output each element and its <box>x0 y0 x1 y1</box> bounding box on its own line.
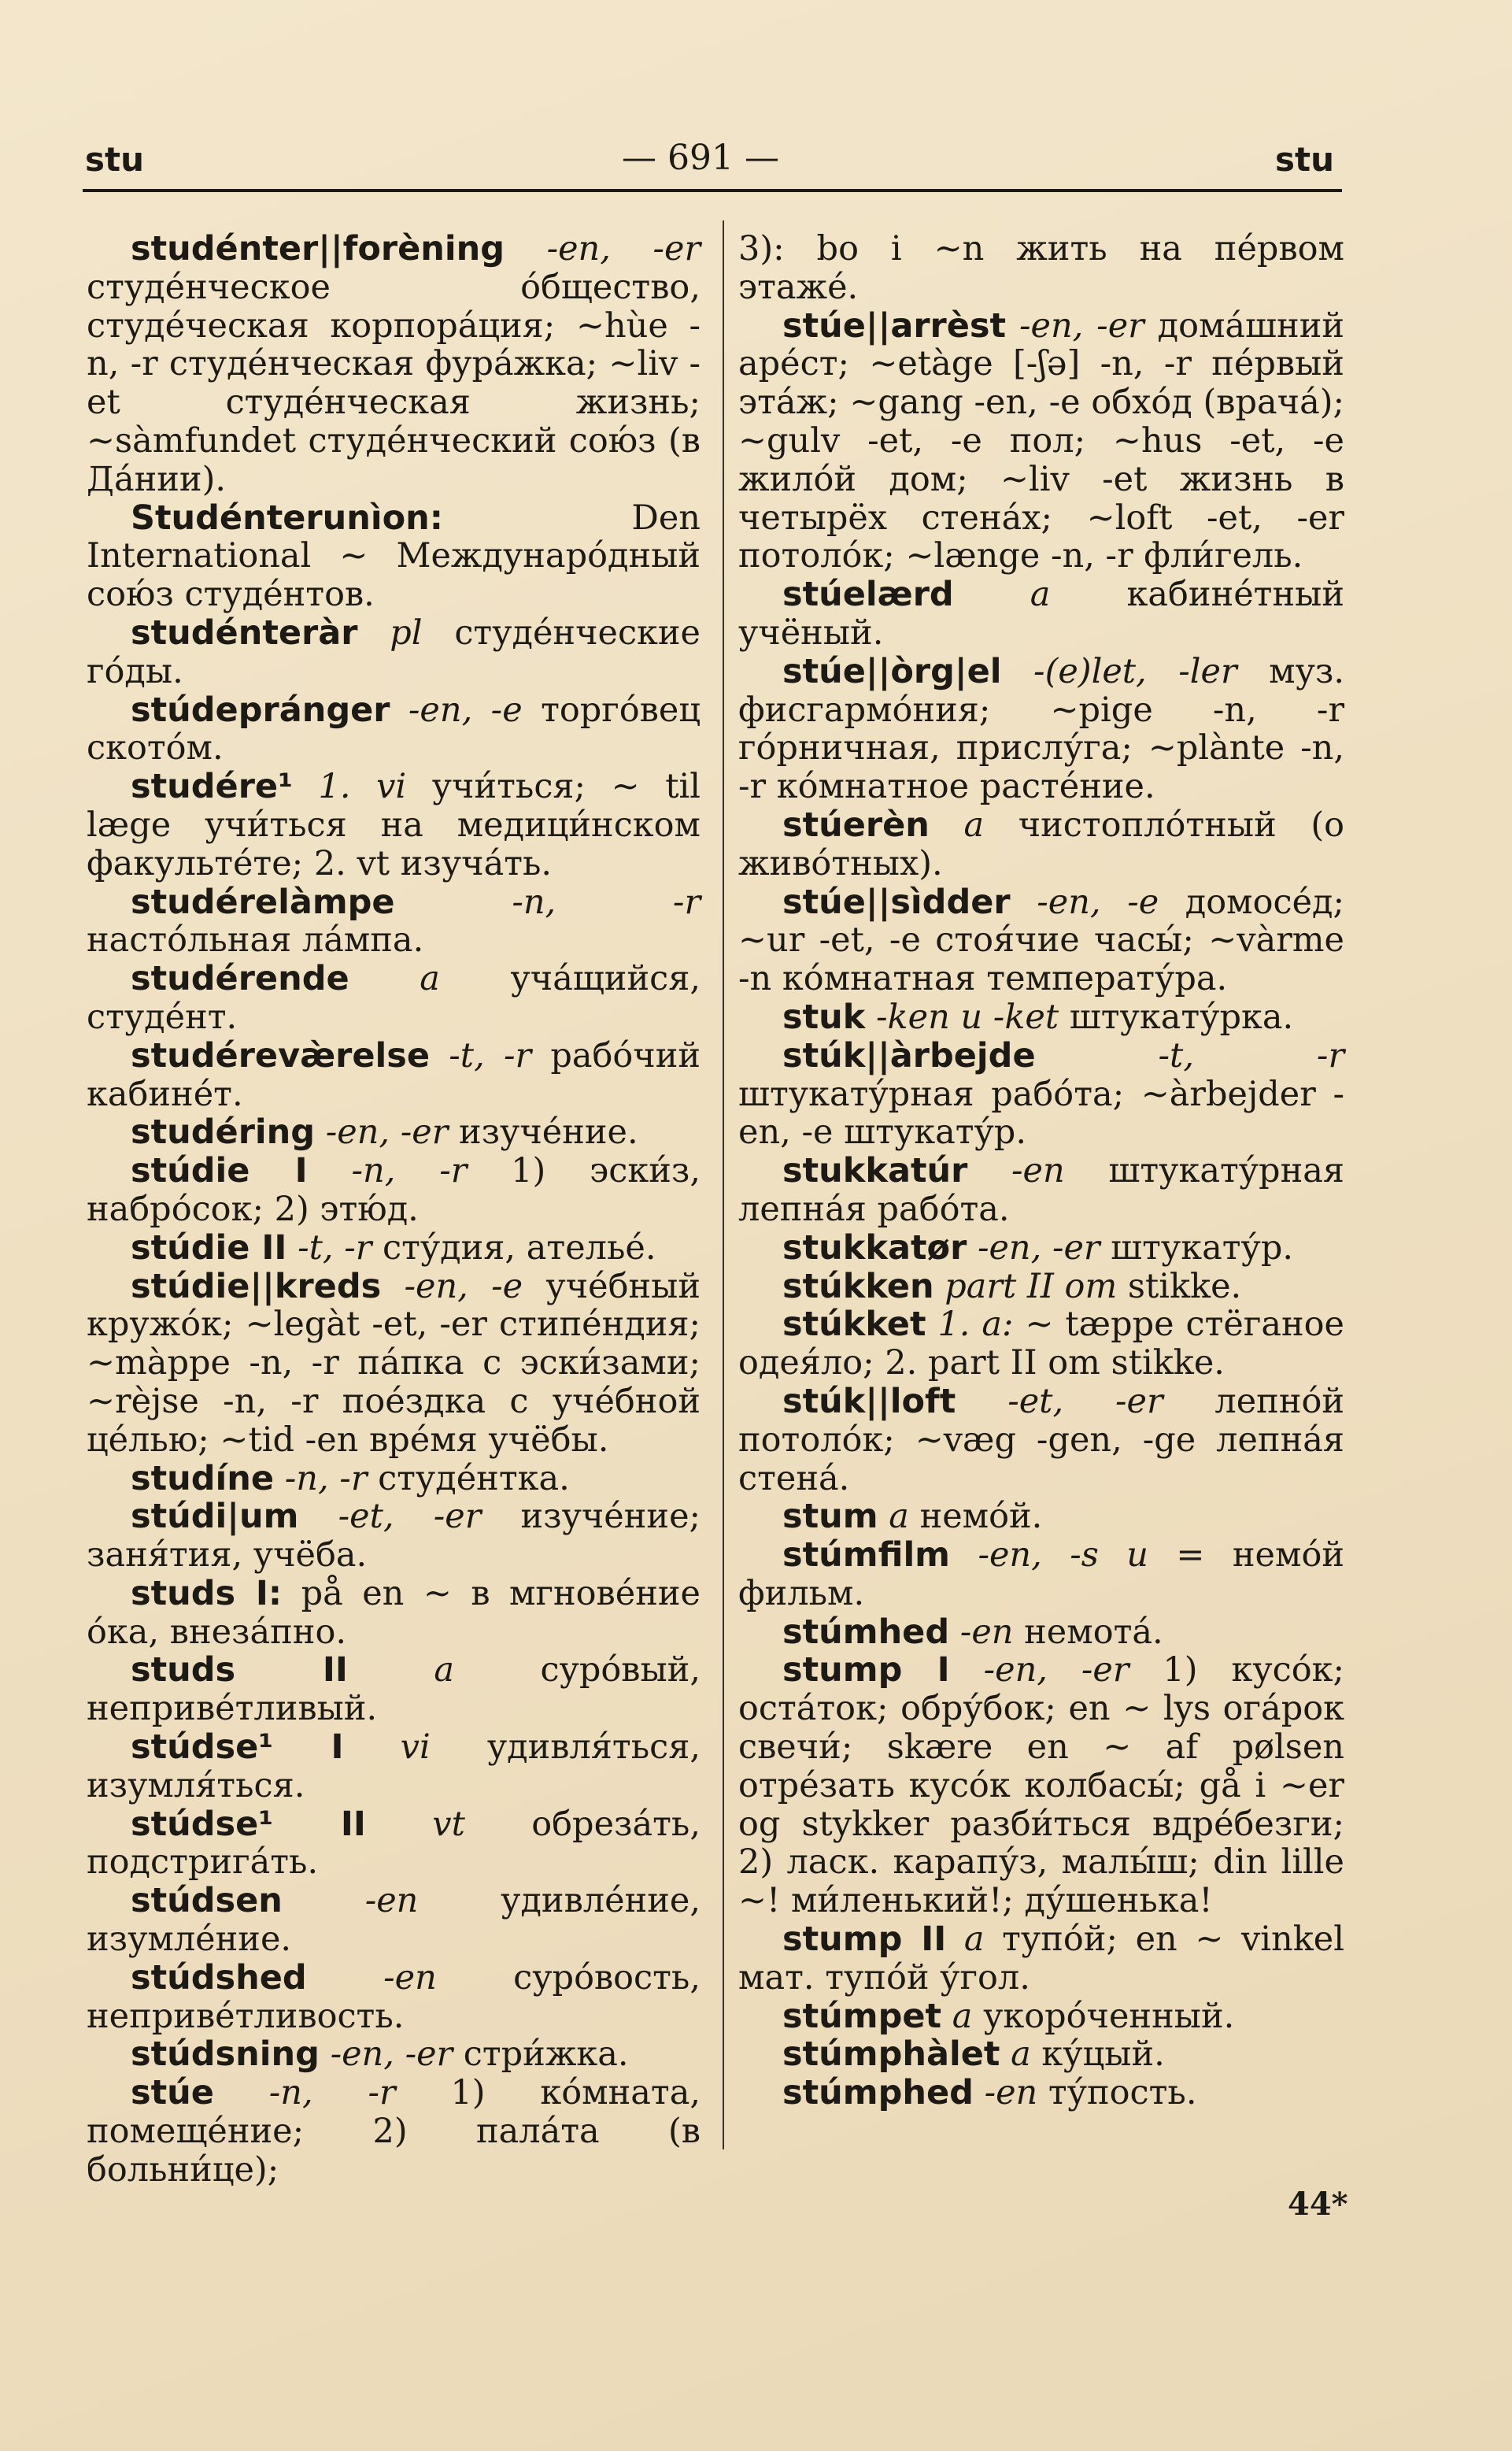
entry-definition: изуче́ние; заня́тия, учёба. <box>87 1497 701 1575</box>
entry-headword: studénter||forèning <box>131 229 505 268</box>
entry-definition: обреза́ть, подстрига́ть. <box>87 1804 701 1883</box>
entry-definition: немота́. <box>1024 1612 1163 1652</box>
entry-headword: stukkatør <box>782 1227 967 1268</box>
entry-definition: Den International ~ Междунаро́дный сою́з студе́нтов. <box>87 498 701 615</box>
entry-headword: stúdie||kreds <box>131 1266 382 1306</box>
dictionary-entry <box>87 1229 701 1268</box>
entry-headword: studéring <box>131 1113 316 1153</box>
entry-headword: stúmfilm <box>782 1535 950 1575</box>
entry-headword: stúelærd <box>782 575 954 615</box>
entry-headword: stúdepránger <box>131 690 390 730</box>
entry-headword: stúkket <box>782 1305 926 1345</box>
entry-definition: ~ tæppe стёганое одея́ло; 2. part II om stikke. <box>738 1305 1344 1383</box>
entry-headword: stúdie I <box>131 1151 308 1191</box>
dictionary-entry <box>87 1268 701 1460</box>
entry-grammar: -en, -er <box>983 1650 1129 1690</box>
entry-definition: удивле́ние, изумле́ние. <box>87 1881 701 1960</box>
entry-grammar: -n, -r <box>351 1151 468 1191</box>
dictionary-entry <box>738 1383 1344 1498</box>
entry-definition: штукату́рная рабо́та; ~àrbejder -en, -e штукату́р. <box>738 1074 1344 1153</box>
dictionary-entry <box>738 1268 1344 1306</box>
entry-headword: stúmphed <box>782 2073 974 2113</box>
entry-headword: Studénterunìon: <box>131 498 443 538</box>
dictionary-entry <box>738 1536 1344 1613</box>
entry-definition: уче́бный кружо́к; ~legàt -et, -er стипе́ндия; ~màppe -n, -r па́пка с эски́зами; ~rèjse -n, -r пое́здка с уче́бной це́лью; ~tid -en вре́мя учёбы. <box>87 1266 701 1460</box>
entry-headword: stúe||arrèst <box>782 305 1007 346</box>
entry-headword: stúe||sìdder <box>782 882 1011 922</box>
left-guide-word: stu <box>85 140 144 179</box>
entry-headword: stúdie II <box>131 1227 287 1268</box>
entry-headword: stuk <box>782 997 866 1037</box>
entry-grammar: -et, -er <box>338 1497 482 1537</box>
dictionary-entry <box>87 230 701 499</box>
entry-grammar: 1. vi <box>318 767 407 807</box>
entry-definition: 3): bo i ~n жить на пе́рвом этаже́. <box>738 229 1344 307</box>
entry-grammar: -en <box>383 1957 437 1997</box>
entry-grammar: -en, -er <box>330 2034 453 2075</box>
entry-grammar: a <box>1011 2034 1031 2075</box>
entry-definition: стри́жка. <box>463 2034 629 2075</box>
entry-headword: stúe <box>131 2073 214 2113</box>
dictionary-entry <box>738 998 1344 1037</box>
entry-grammar: -n, -r <box>284 1458 368 1498</box>
entry-grammar: a <box>1030 575 1051 615</box>
entry-headword: studs I: <box>131 1573 283 1613</box>
entry-headword: studérelàmpe <box>131 882 395 922</box>
entry-grammar: -en <box>959 1612 1014 1652</box>
entry-headword: stúk||àrbejde <box>782 1035 1036 1076</box>
dictionary-entry <box>87 1152 701 1229</box>
entry-grammar: -en, -er <box>1018 305 1144 346</box>
entry-headword: stúkken <box>782 1266 934 1306</box>
dictionary-entry <box>738 2074 1344 2112</box>
entry-definition: 1) кусо́к; оста́ток; обру́бок; en ~ lys ога́рок свечи́; skære en ~ af pølsen отре́зать кусо́к колбасы́; gå i ~er og stykker разби́ться вдре́безги; 2) ласк. карапу́з, малы́ш; din lille ~! ми́ленький!; ду́шенька! <box>738 1650 1345 1921</box>
dictionary-entry <box>87 1498 701 1575</box>
entry-grammar: -t, -r <box>1158 1035 1344 1076</box>
dictionary-entry <box>87 691 701 768</box>
entry-grammar: -et, -er <box>1007 1381 1163 1421</box>
entry-grammar: -ken u -ket <box>876 997 1059 1037</box>
dictionary-entry <box>738 2035 1344 2074</box>
entry-grammar: part II om <box>945 1266 1118 1306</box>
dictionary-entry <box>87 1882 701 1959</box>
dictionary-entry <box>738 576 1344 653</box>
entry-grammar: -en, -e <box>1037 882 1159 922</box>
entry-headword: stúk||loft <box>782 1381 956 1421</box>
entry-headword: studére¹ <box>131 767 293 807</box>
dictionary-entry <box>87 1460 701 1498</box>
entry-definition: изуче́ние. <box>458 1113 638 1153</box>
right-guide-word: stu <box>1275 140 1334 179</box>
entry-headword: stump I <box>782 1650 950 1690</box>
dictionary-entry <box>738 1305 1344 1383</box>
dictionary-entry <box>87 499 701 614</box>
entry-grammar: -en, -er <box>325 1113 449 1153</box>
entry-grammar: -en, -er <box>977 1227 1100 1268</box>
entry-headword: stúdse¹ II <box>131 1804 366 1844</box>
dictionary-entry <box>87 614 701 691</box>
entry-headword: stúe||òrg|el <box>782 651 1002 691</box>
entry-definition: насто́льная ла́мпа. <box>87 920 424 961</box>
entry-definition: студе́нческое о́бщество, студе́ческая корпора́ция; ~hùe -n, -r студе́нческая фура́жка; ~liv -et студе́нческая жизнь; ~sàmfundet студе́нческий сою́з (в Да́нии). <box>87 267 701 499</box>
dictionary-entry <box>738 1152 1344 1229</box>
entry-headword: stúdse¹ I <box>131 1727 344 1768</box>
left-column <box>87 230 701 2190</box>
dictionary-entry <box>738 883 1344 998</box>
entry-headword: stúdsen <box>131 1881 283 1921</box>
entry-headword: stúdi|um <box>131 1497 299 1537</box>
entry-definition: уча́щийся, студе́нт. <box>87 959 701 1037</box>
entry-definition: 1) ко́мната, помеще́ние; 2) пала́та (в больни́це); <box>87 2073 701 2190</box>
entry-grammar: -t, -r <box>449 1035 532 1076</box>
entry-headword: studs II <box>131 1650 348 1690</box>
signature-mark: 44* <box>1288 2186 1348 2223</box>
dictionary-entry <box>87 1037 701 1114</box>
entry-grammar: 1. a: <box>937 1305 1014 1345</box>
dictionary-entry <box>738 1037 1344 1152</box>
column-separator <box>723 220 724 2149</box>
entry-grammar: a <box>420 959 440 999</box>
entry-definition: лепно́й потоло́к; ~væg -gen, -ge лепна́я стена́. <box>738 1381 1345 1498</box>
entry-definition: торго́вец ското́м. <box>87 690 701 768</box>
dictionary-entry <box>87 1113 701 1152</box>
entry-headword: stum <box>782 1497 878 1537</box>
entry-grammar: -en <box>984 2073 1038 2113</box>
entry-definition: студе́нческие го́ды. <box>87 613 701 691</box>
entry-grammar: -en, -er <box>546 229 701 268</box>
dictionary-entry <box>738 806 1344 883</box>
entry-definition: укоро́ченный. <box>983 1996 1235 2036</box>
dictionary-entry <box>738 1920 1344 1997</box>
entry-definition: студе́нтка. <box>378 1458 570 1498</box>
dictionary-entry <box>87 960 701 1037</box>
entry-grammar: -en <box>364 1881 419 1921</box>
dictionary-entry <box>738 230 1344 307</box>
entry-grammar: -n, -r <box>512 882 701 922</box>
entry-definition: тупо́й; en ~ vinkel мат. тупо́й у́гол. <box>738 1920 1344 1997</box>
entry-definition: på en ~ в мгнове́ние о́ка, внеза́пно. <box>87 1573 701 1652</box>
dictionary-entry <box>738 307 1344 576</box>
entry-headword: stúerèn <box>782 805 930 845</box>
entry-definition: 1) эски́з, набро́сок; 2) этю́д. <box>87 1151 701 1229</box>
dictionary-entry <box>87 1959 701 2036</box>
dictionary-entry <box>738 1651 1344 1920</box>
entry-definition: муз. фисгармо́ния; ~pige -n, -r го́рничная, прислу́га; ~plànte -n, -r ко́мнатное расте́ние. <box>738 651 1344 807</box>
entry-definition: сту́дия, ателье́. <box>383 1227 656 1268</box>
page-number: — 691 — <box>622 138 779 178</box>
entry-definition: stikke. <box>1127 1266 1242 1306</box>
entry-definition: удивля́ться, изумля́ться. <box>87 1727 701 1805</box>
entry-headword: stukkatúr <box>782 1151 968 1191</box>
entry-definition: чистопло́тный (о живо́тных). <box>738 805 1344 883</box>
dictionary-entry <box>738 1229 1344 1268</box>
entry-definition: домосе́д; ~ur -et, -e стоя́чие часы́; ~vàrme -n ко́мнатная температу́ра. <box>738 882 1344 999</box>
entry-definition: штукату́рная лепна́я рабо́та. <box>738 1151 1344 1229</box>
dictionary-entry <box>87 2074 701 2189</box>
entry-grammar: a <box>963 805 985 845</box>
entry-grammar: -n, -r <box>268 2073 396 2113</box>
dictionary-entry <box>738 1997 1344 2036</box>
dictionary-entry <box>87 883 701 961</box>
entry-definition: немо́й. <box>919 1497 1043 1537</box>
dictionary-entry <box>87 768 701 883</box>
entry-definition: штукату́рка. <box>1069 997 1294 1037</box>
dictionary-entry <box>87 1728 701 1805</box>
entry-grammar: -(e)let, -ler <box>1033 651 1237 691</box>
entry-grammar: -en, -e <box>408 690 523 730</box>
entry-definition: = немо́й фильм. <box>738 1535 1344 1613</box>
right-column <box>738 230 1344 2112</box>
dictionary-entry <box>87 1575 701 1652</box>
entry-definition: штукату́р. <box>1111 1227 1294 1268</box>
entry-headword: stúdshed <box>131 1957 307 1997</box>
entry-headword: studérende <box>131 959 349 999</box>
entry-headword: studénteràr <box>131 613 358 653</box>
header-rule <box>83 189 1342 192</box>
entry-grammar: -t, -r <box>298 1227 372 1268</box>
entry-definition: ку́цый. <box>1041 2034 1165 2075</box>
entry-headword: stúmphàlet <box>782 2034 1000 2075</box>
dictionary-entry <box>738 653 1344 806</box>
entry-grammar: a <box>889 1497 909 1537</box>
dictionary-entry <box>87 1805 701 1883</box>
entry-grammar: vi <box>400 1727 431 1768</box>
entry-definition: ту́пость. <box>1048 2073 1197 2113</box>
entry-grammar: a <box>434 1650 454 1690</box>
entry-headword: stúmpet <box>782 1996 942 2036</box>
dictionary-entry <box>87 1651 701 1728</box>
entry-headword: stúmhed <box>782 1612 950 1652</box>
entry-grammar: -en <box>1011 1151 1065 1191</box>
dictionary-entry <box>738 1498 1344 1536</box>
entry-grammar: a <box>952 1996 973 2036</box>
entry-definition: кабине́тный учёный. <box>738 575 1345 653</box>
entry-headword: studérevæ̀relse <box>131 1035 431 1076</box>
entry-definition: учи́ться; ~ til læge учи́ться на медици́нском факульте́те; 2. vt изуча́ть. <box>87 767 701 883</box>
entry-definition: суро́вый, неприве́тливый. <box>87 1650 701 1729</box>
entry-headword: stump II <box>782 1920 947 1960</box>
entry-grammar: pl <box>390 613 423 653</box>
entry-headword: studíne <box>131 1458 275 1498</box>
dictionary-entry <box>738 1613 1344 1652</box>
entry-grammar: -en, -s u <box>978 1535 1148 1575</box>
entry-grammar: vt <box>432 1804 465 1844</box>
dictionary-entry <box>87 2035 701 2074</box>
entry-grammar: -en, -e <box>404 1266 523 1306</box>
entry-definition: рабо́чий кабине́т. <box>87 1035 701 1114</box>
entry-definition: суро́вость, неприве́тливость. <box>87 1957 701 2036</box>
entry-grammar: a <box>963 1920 985 1960</box>
entry-headword: stúdsning <box>131 2034 320 2075</box>
entry-definition: дома́шний аре́ст; ~etàge [-ʃə] -n, -r пе́рвый эта́ж; ~gang -en, -e обхо́д (врача́); ~gulv -et, -e пол; ~hus -et, -e жило́й дом; ~liv -et жизнь в четырёх стена́х; ~loft -et, -er потоло́к; ~længe -n, -r фли́гель. <box>738 305 1345 576</box>
